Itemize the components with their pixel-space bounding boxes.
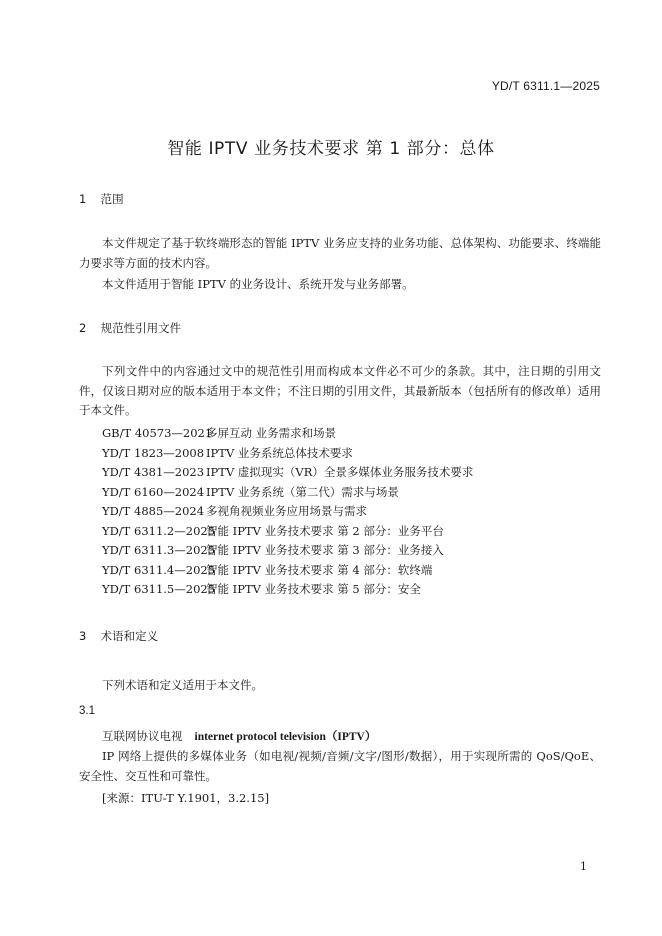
reference-item: YD/T 6311.3—2025智能 IPTV 业务技术要求 第 3 部分：业务接入	[102, 543, 444, 557]
section-3-number: 3	[79, 629, 87, 643]
scope-paragraph-1: 本文件规定了基于软终端形态的智能 IPTV 业务应支持的业务功能、总体架构、功能要求、终端能力要求等方面的技术内容。	[79, 236, 601, 270]
section-1-number: 1	[79, 192, 87, 206]
term-heading	[102, 728, 376, 744]
terms-intro: 下列术语和定义适用于本文件。	[102, 678, 263, 692]
reference-list	[102, 424, 473, 600]
reference-item: YD/T 6311.5—2025智能 IPTV 业务技术要求 第 5 部分：安全	[102, 582, 421, 596]
section-3-heading	[79, 628, 158, 644]
reference-item: YD/T 4885—2024 多视角视频业务应用场景与需求	[102, 504, 367, 518]
document-title: 智能 IPTV 业务技术要求 第 1 部分：总体	[167, 139, 495, 159]
scope-paragraph-2: 本文件适用于智能 IPTV 的业务设计、系统开发与业务部署。	[102, 277, 414, 291]
section-2-heading	[79, 320, 181, 336]
reference-item: YD/T 6160—2024 IPTV 业务系统（第二代）需求与场景	[102, 484, 399, 499]
section-1-title: 范围	[100, 192, 124, 206]
reference-item: GB/T 40573—2021多屏互动 业务需求和场景	[102, 426, 337, 440]
standard-code: YD/T 6311.1—2025	[491, 79, 600, 93]
section-3-title: 术语和定义	[100, 629, 159, 643]
term-definition: IP 网络上提供的多媒体业务（如电视/视频/音频/文字/图形/数据），用于实现所需的 QoS/QoE、安全性、交互性和可靠性。	[79, 749, 601, 783]
term-english: internet protocol television（IPTV）	[194, 731, 377, 743]
section-2-number: 2	[79, 321, 87, 335]
reference-item: YD/T 6311.2—2025智能 IPTV 业务技术要求 第 2 部分：业务平台	[102, 523, 444, 538]
section-1-heading	[79, 191, 124, 207]
reference-item: YD/T 1823—2008 IPTV 业务系统总体技术要求	[102, 445, 353, 460]
section-2-title: 规范性引用文件	[100, 321, 182, 335]
page-number: 1	[580, 860, 587, 873]
reference-item: YD/T 6311.4—2025智能 IPTV 业务技术要求 第 4 部分：软终端	[102, 562, 433, 577]
normative-refs-intro: 下列文件中的内容通过文中的规范性引用而构成本文件必不可少的条款。其中，注日期的引用文件，仅该日期对应的版本适用于本文件；不注日期的引用文件，其最新版本（包括所有的修改单）适用于本文件。	[79, 364, 601, 417]
term-number: 3.1	[79, 705, 95, 717]
term-source: [来源：ITU-T Y.1901，3.2.15]	[102, 791, 270, 805]
term-chinese: 互联网协议电视	[102, 729, 183, 743]
reference-item: YD/T 4381—2023 IPTV 虚拟现实（VR）全景多媒体业务服务技术要求	[102, 465, 474, 479]
